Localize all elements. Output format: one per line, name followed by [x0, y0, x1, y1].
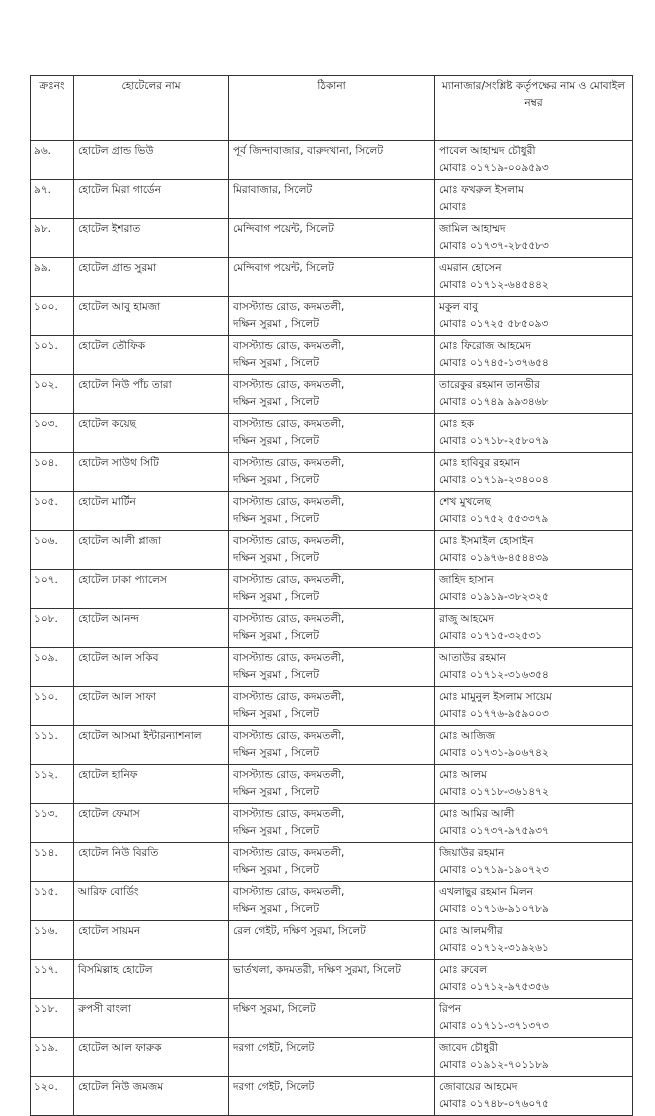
mobile-number: মোবাঃ ০১৭১৯-২৩৪০০৪	[439, 474, 549, 486]
hotel-name-cell: হোটেল সাউথ সিটি	[74, 453, 229, 492]
mobile-number: মোবাঃ ০১৯১২-৭০১১৮৯	[439, 1059, 549, 1071]
hotel-name-cell: হোটেল নিউ জমজম	[74, 1077, 229, 1116]
manager-name: মোঃ ফখরুল ইসলাম	[439, 184, 524, 196]
table-row	[31, 180, 633, 219]
table-row	[31, 141, 633, 180]
address-cell	[229, 180, 435, 219]
table-header-row	[31, 76, 633, 141]
mobile-number: মোবাঃ ০১৯১৯-৩৮২৩২৫	[439, 591, 549, 603]
mobile-number: মোবাঃ ০১৭৭৬-৯৫৯০০৩	[439, 708, 549, 720]
address-line: দক্ষিন সুরমা , সিলেট	[233, 630, 319, 642]
manager-cell	[435, 726, 633, 765]
manager-cell	[435, 336, 633, 375]
table-row	[31, 492, 633, 531]
mobile-number: মোবাঃ ০১৭২৫ ৫৮৫০৯৩	[439, 318, 549, 330]
manager-cell	[435, 297, 633, 336]
manager-name: মোঃ আলম	[439, 769, 487, 781]
manager-cell	[435, 258, 633, 297]
hotel-name-cell: হোটেল আবু হামজা	[74, 297, 229, 336]
hotel-list-table	[30, 75, 633, 1116]
hotel-name-cell: হোটেল নিউ পাঁচ তারা	[74, 375, 229, 414]
address-line: দক্ষিন সুরমা , সিলেট	[233, 747, 319, 759]
address-line: বাসস্ট্যান্ড রোড, কদমতলী,	[233, 418, 345, 430]
serial-cell: ১১০.	[31, 687, 74, 726]
serial-cell: ১০৯.	[31, 648, 74, 687]
manager-cell	[435, 570, 633, 609]
address-line: দক্ষিন সুরমা , সিলেট	[233, 903, 319, 915]
hotel-name-cell: হোটেল গ্রান্ড সুরমা	[74, 258, 229, 297]
serial-cell: ১১৬.	[31, 921, 74, 960]
address-cell	[229, 375, 435, 414]
table-row	[31, 882, 633, 921]
table-row	[31, 570, 633, 609]
serial-cell: ১২০.	[31, 1077, 74, 1116]
mobile-number: মোবাঃ ০১৭১২-৩১৯২৬১	[439, 942, 549, 954]
address-line: দক্ষিন সুরমা , সিলেট	[233, 786, 319, 798]
address-line: বাসস্ট্যান্ড রোড, কদমতলী,	[233, 379, 345, 391]
manager-cell	[435, 1077, 633, 1116]
hotel-name-cell: হোটেল আসমা ইন্টারন্যাশনাল	[74, 726, 229, 765]
hotel-name-cell: রুপসী বাংলা	[74, 999, 229, 1038]
manager-name: তারেকুর রহমান তানভীর	[439, 379, 540, 391]
mobile-number: মোবাঃ ০১৭১২-৬৪৫৪৪২	[439, 279, 549, 291]
manager-cell	[435, 999, 633, 1038]
mobile-number: মোবাঃ ০১৭৩৭-২৮৫৫৮৩	[439, 240, 549, 252]
serial-cell: ৯৭.	[31, 180, 74, 219]
address-cell	[229, 999, 435, 1038]
hotel-name-cell: হোটেল আল ফারুক	[74, 1038, 229, 1077]
manager-name: এখলাছুর রহমান মিলন	[439, 886, 533, 898]
table-row	[31, 921, 633, 960]
serial-cell: ১১১.	[31, 726, 74, 765]
hotel-name-cell: হোটেল ফেমাস	[74, 804, 229, 843]
table-row	[31, 219, 633, 258]
manager-cell	[435, 843, 633, 882]
address-line: বাসস্ট্যান্ড রোড, কদমতলী,	[233, 613, 345, 625]
address-line: দক্ষিণ সুরমা, সিলেট	[233, 1003, 316, 1015]
manager-name: এমরান হোসেন	[439, 262, 502, 274]
mobile-number: মোবাঃ ০১৭১৯-০০৯৫৯৩	[439, 162, 549, 174]
hotel-name-cell: হোটেল গ্রান্ড ভিউ	[74, 141, 229, 180]
table-row	[31, 336, 633, 375]
manager-name: মকুল বাবু	[439, 301, 479, 313]
manager-cell	[435, 882, 633, 921]
serial-cell: ১১৪.	[31, 843, 74, 882]
mobile-number: মোবাঃ ০১৭১৫-৩২৫৩১	[439, 630, 542, 642]
address-cell	[229, 687, 435, 726]
hotel-name-cell: বিসমিল্লাহ হোটেল	[74, 960, 229, 999]
manager-name: মোঃ আজিজ	[439, 730, 496, 742]
address-line: বাসস্ট্যান্ড রোড, কদমতলী,	[233, 301, 345, 313]
address-cell	[229, 258, 435, 297]
serial-cell: ১০২.	[31, 375, 74, 414]
table-row	[31, 804, 633, 843]
hotel-name-cell: হোটেল আল সকিব	[74, 648, 229, 687]
manager-name: জামিল আহাম্মদ	[439, 223, 506, 235]
manager-name: মোঃ আলমগীর	[439, 925, 503, 937]
address-line: দক্ষিন সুরমা , সিলেট	[233, 825, 319, 837]
serial-cell: ১১২.	[31, 765, 74, 804]
manager-name: মোঃ রুবেল	[439, 964, 488, 976]
serial-cell: ১১৩.	[31, 804, 74, 843]
serial-cell: ১০৪.	[31, 453, 74, 492]
table-row	[31, 1077, 633, 1116]
manager-name: জাবেদ চৌধুরী	[439, 1042, 498, 1054]
mobile-number: মোবাঃ ০১৭৩৭-৯৭৫৯৩৭	[439, 825, 549, 837]
address-line: বাসস্ট্যান্ড রোড, কদমতলী,	[233, 652, 345, 664]
mobile-number: মোবাঃ ০১৭১৮-৩৬১৪৭২	[439, 786, 549, 798]
table-row	[31, 609, 633, 648]
address-line: বাসস্ট্যান্ড রোড, কদমতলী,	[233, 808, 345, 820]
manager-cell	[435, 648, 633, 687]
serial-cell: ১১৯.	[31, 1038, 74, 1077]
manager-cell	[435, 765, 633, 804]
mobile-number: মোবাঃ ০১৭৫২ ৫৫৩৩৭৯	[439, 513, 549, 525]
table-row	[31, 414, 633, 453]
address-line: দক্ষিন সুরমা , সিলেট	[233, 513, 319, 525]
hotel-name-cell: হোটেল ইশরাত	[74, 219, 229, 258]
hotel-name-cell: হোটেল আলী প্লাজা	[74, 531, 229, 570]
manager-cell	[435, 492, 633, 531]
manager-cell	[435, 531, 633, 570]
manager-name: মোঃ মামুনুল ইসলাম সায়েম	[439, 691, 552, 703]
hotel-name-cell: হোটেল ঢাকা প্যালেস	[74, 570, 229, 609]
address-cell	[229, 336, 435, 375]
manager-cell	[435, 180, 633, 219]
manager-cell	[435, 219, 633, 258]
table-row	[31, 687, 633, 726]
mobile-number: মোবাঃ ০১৭১২-৩১৬৩৫৪	[439, 669, 549, 681]
header-serial: ক্রঃনং	[31, 76, 74, 141]
hotel-name-cell: হোটেল তৌফিক	[74, 336, 229, 375]
address-line: দক্ষিন সুরমা , সিলেট	[233, 552, 319, 564]
address-line: পূর্ব জিন্দাবাজার, বারুদখানা, সিলেট	[233, 145, 384, 157]
manager-cell	[435, 453, 633, 492]
manager-name: জোবায়ের আহমেদ	[439, 1081, 518, 1093]
address-cell	[229, 609, 435, 648]
mobile-number: মোবাঃ ০১৭১৬-৯১০৭৮৯	[439, 903, 549, 915]
address-line: দরগা গেইট, সিলেট	[233, 1081, 315, 1093]
address-line: দক্ষিন সুরমা , সিলেট	[233, 318, 319, 330]
manager-cell	[435, 687, 633, 726]
address-cell	[229, 921, 435, 960]
address-line: বাসস্ট্যান্ড রোড, কদমতলী,	[233, 730, 345, 742]
header-manager: ম্যানাজার/সংশ্লিষ্ট কর্তৃপক্ষের নাম ও মোবাইল নম্বর	[435, 76, 633, 141]
serial-cell: ১১৮.	[31, 999, 74, 1038]
manager-name: জাহিদ হাসান	[439, 574, 494, 586]
address-line: বাসস্ট্যান্ড রোড, কদমতলী,	[233, 769, 345, 781]
address-line: বাসস্ট্যান্ড রোড, কদমতলী,	[233, 886, 345, 898]
address-cell	[229, 453, 435, 492]
serial-cell: ১০৩.	[31, 414, 74, 453]
address-cell	[229, 960, 435, 999]
manager-name: আতাউর রহমান	[439, 652, 506, 664]
manager-name: মোঃ হাবিবুর রহমান	[439, 457, 520, 469]
address-cell	[229, 804, 435, 843]
mobile-number: মোবাঃ ০১৭৪৫-১৩৭৬৫৪	[439, 357, 549, 369]
manager-name: মোঃ ইসমাইল হোসাইন	[439, 535, 534, 547]
manager-cell	[435, 375, 633, 414]
address-cell	[229, 1038, 435, 1077]
address-cell	[229, 492, 435, 531]
address-line: দক্ষিন সুরমা , সিলেট	[233, 864, 319, 876]
address-cell	[229, 765, 435, 804]
table-row	[31, 375, 633, 414]
table-row	[31, 960, 633, 999]
serial-cell: ১১৭.	[31, 960, 74, 999]
manager-cell	[435, 1038, 633, 1077]
hotel-name-cell: হোটেল মিরা গার্ডেন	[74, 180, 229, 219]
address-line: মেন্দিবাগ পয়েন্ট, সিলেট	[233, 262, 334, 274]
table-row	[31, 258, 633, 297]
address-cell	[229, 843, 435, 882]
address-cell	[229, 219, 435, 258]
header-hotel-name: হোটেলের নাম	[74, 76, 229, 141]
hotel-name-cell: হোটেল সায়মন	[74, 921, 229, 960]
mobile-number: মোবাঃ ০১৭১৮-২৫৮০৭৯	[439, 435, 549, 447]
manager-cell	[435, 609, 633, 648]
hotel-name-cell: হোটেল মার্টিন	[74, 492, 229, 531]
hotel-name-cell: হোটেল আল সাফা	[74, 687, 229, 726]
address-line: দক্ষিন সুরমা , সিলেট	[233, 396, 319, 408]
table-row	[31, 297, 633, 336]
address-line: দক্ষিন সুরমা , সিলেট	[233, 591, 319, 603]
address-cell	[229, 570, 435, 609]
manager-cell	[435, 141, 633, 180]
manager-name: মোঃ ফিরোজ আহমেদ	[439, 340, 531, 352]
address-line: দক্ষিন সুরমা , সিলেট	[233, 357, 319, 369]
address-cell	[229, 141, 435, 180]
table-row	[31, 453, 633, 492]
manager-cell	[435, 414, 633, 453]
address-line: দক্ষিন সুরমা , সিলেট	[233, 474, 319, 486]
mobile-number: মোবাঃ ০১৭১১-৩৭১৩৭৩	[439, 1020, 549, 1032]
address-cell	[229, 531, 435, 570]
manager-name: রাজু আহমেদ	[439, 613, 494, 625]
serial-cell: ১১৫.	[31, 882, 74, 921]
address-cell	[229, 882, 435, 921]
manager-name: মোঃ আমির আলী	[439, 808, 515, 820]
address-line: দক্ষিন সুরমা , সিলেট	[233, 435, 319, 447]
address-cell	[229, 1077, 435, 1116]
hotel-name-cell: হোটেল হানিফ	[74, 765, 229, 804]
serial-cell: ৯৬.	[31, 141, 74, 180]
address-cell	[229, 414, 435, 453]
serial-cell: ১০৬.	[31, 531, 74, 570]
address-line: বাসস্ট্যান্ড রোড, কদমতলী,	[233, 340, 345, 352]
mobile-number: মোবাঃ ০১৭১৯-১৯০৭২৩	[439, 864, 549, 876]
table-body	[31, 141, 633, 1116]
mobile-number: মোবাঃ ০১৯৭৬-৪৫৪৪৩৯	[439, 552, 549, 564]
mobile-number: মোবাঃ ০১৭৪৯ ৯৯৩৪৬৮	[439, 396, 549, 408]
address-line: বাসস্ট্যান্ড রোড, কদমতলী,	[233, 574, 345, 586]
address-cell	[229, 648, 435, 687]
manager-name: পাবেল আহাম্মদ চৌধুরী	[439, 145, 536, 157]
address-line: দরগা গেইট, সিলেট	[233, 1042, 315, 1054]
address-cell	[229, 726, 435, 765]
hotel-name-cell: হোটেল নিউ বিরতি	[74, 843, 229, 882]
address-line: বাসস্ট্যান্ড রোড, কদমতলী,	[233, 457, 345, 469]
table-row	[31, 648, 633, 687]
table-row	[31, 1038, 633, 1077]
address-line: বাসস্ট্যান্ড রোড, কদমতলী,	[233, 691, 345, 703]
address-line: মিরাবাজার, সিলেট	[233, 184, 313, 196]
address-line: ভার্তখলা, কদমতরী, দক্ষিণ সুরমা, সিলেট	[233, 964, 401, 976]
manager-name: জিয়াউর রহমান	[439, 847, 505, 859]
manager-name: শেখ মুখলেছ	[439, 496, 491, 508]
address-line: বাসস্ট্যান্ড রোড, কদমতলী,	[233, 535, 345, 547]
serial-cell: ১০৭.	[31, 570, 74, 609]
address-line: বাসস্ট্যান্ড রোড, কদমতলী,	[233, 847, 345, 859]
table-row	[31, 843, 633, 882]
serial-cell: ১০৫.	[31, 492, 74, 531]
address-line: বাসস্ট্যান্ড রোড, কদমতলী,	[233, 496, 345, 508]
address-line: রেল গেইট, দক্ষিণ সুরমা, সিলেট	[233, 925, 366, 937]
address-line: দক্ষিন সুরমা , সিলেট	[233, 708, 319, 720]
address-line: মেন্দিবাগ পয়েন্ট, সিলেট	[233, 223, 334, 235]
table-row	[31, 531, 633, 570]
table-row	[31, 726, 633, 765]
serial-cell: ১০১.	[31, 336, 74, 375]
manager-name: রিপন	[439, 1003, 462, 1015]
hotel-name-cell: আরিফ বোর্ডিং	[74, 882, 229, 921]
hotel-name-cell: হোটেল আনন্দ	[74, 609, 229, 648]
mobile-number: মোবাঃ ০১৭৪৮-০৭৬০৭৫	[439, 1098, 549, 1110]
manager-name: মোঃ হক	[439, 418, 474, 430]
serial-cell: ১০৮.	[31, 609, 74, 648]
manager-cell	[435, 960, 633, 999]
address-cell	[229, 297, 435, 336]
serial-cell: ৯৮.	[31, 219, 74, 258]
mobile-number: মোবাঃ	[439, 201, 467, 213]
table-row	[31, 999, 633, 1038]
mobile-number: মোবাঃ ০১৭১২-৯৭৫৩৫৬	[439, 981, 549, 993]
header-address: ঠিকানা	[229, 76, 435, 141]
serial-cell: ৯৯.	[31, 258, 74, 297]
serial-cell: ১০০.	[31, 297, 74, 336]
address-line: দক্ষিন সুরমা , সিলেট	[233, 669, 319, 681]
manager-cell	[435, 921, 633, 960]
mobile-number: মোবাঃ ০১৭৩১-৯০৬৭৪২	[439, 747, 549, 759]
manager-cell	[435, 804, 633, 843]
hotel-name-cell: হোটেল কয়েছ	[74, 414, 229, 453]
table-row	[31, 765, 633, 804]
